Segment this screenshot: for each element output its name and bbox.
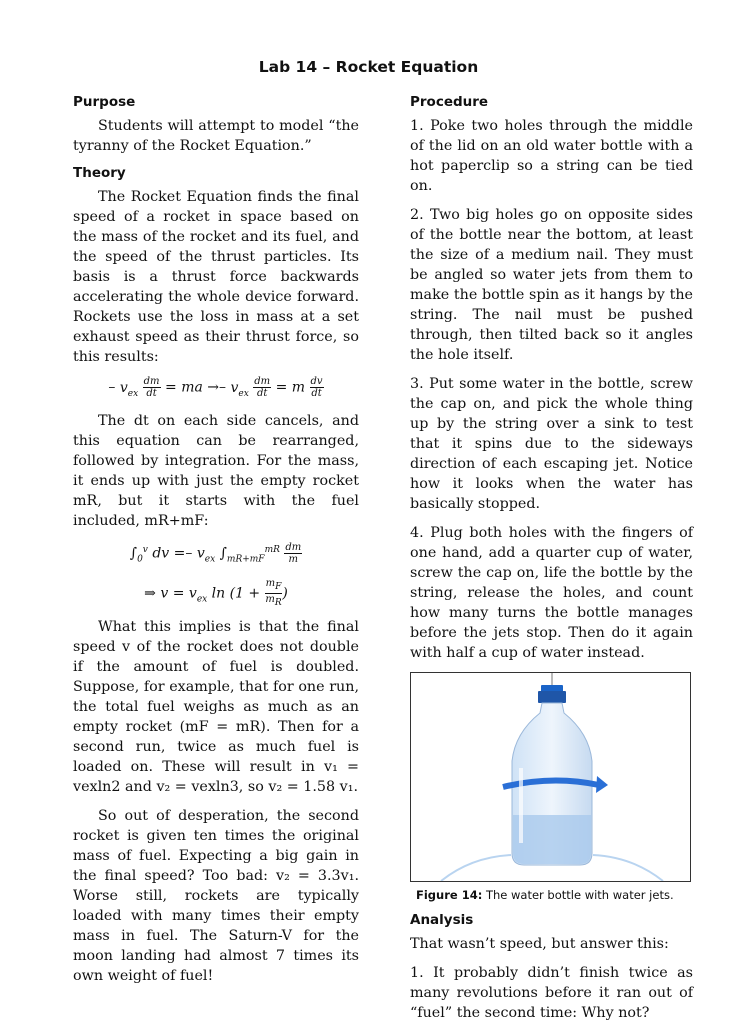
purpose-heading: Purpose	[73, 94, 136, 110]
theory-paragraph-2: The dt on each side cancels, and this equation can be rearranged, followed by integration. For the mass, it ends up with just the empty rocket mR, but it starts with the fuel included, mR+mF:	[73, 413, 359, 530]
bottle-cap	[538, 691, 566, 703]
water-bottle-illustration	[411, 673, 690, 881]
spin-arrow-head-icon	[596, 776, 608, 793]
left-jet	[441, 855, 511, 881]
cap-top	[541, 685, 563, 692]
rocket-equation: ⇒ $v = v_{ex}$ ln (1 + $\frac{m_F}{m_R}$ )	[144, 577, 288, 608]
purpose-text: Students will attempt to model “the tyranny of the Rocket Equation.”	[73, 118, 359, 154]
water	[513, 815, 591, 864]
procedure-step-2: 2. Two big holes go on opposite sides of the bottle near the bottom, at least the size of a medium nail. They must be angled so water jets from them to make the bottle spin as it hangs by the string. The nail must be pushed through, then tilted back so it angles the hole itself.	[410, 207, 693, 363]
integral-equation: $\int_0^v$ dv =– $v_{ex}$ $\int_{mR+mF}^{mR}$ $\frac{dm}{m}$	[129, 542, 302, 566]
page-title: Lab 14 – Rocket Equation	[258, 58, 479, 76]
procedure-step-4: 4. Plug both holes with the fingers of one hand, add a quarter cup of water, screw the cap on, life the bottle by the string, release the holes, and count how many turns the bottle manages before the jets stop. Then do it again with half a cup of water instead.	[410, 525, 693, 661]
left-column	[73, 94, 359, 995]
bottle-figure	[410, 672, 691, 882]
analysis-intro: That wasn’t speed, but answer this:	[410, 936, 669, 952]
theory-heading: Theory	[73, 165, 126, 181]
right-column	[410, 94, 693, 1032]
theory-paragraph-4: So out of desperation, the second rocket is given ten times the original mass of fuel. Expecting a big gain in the final speed? Too bad: v₂ = 3.3v₁. Worse still, rockets are typically loaded with many times their empty mass in fuel. The Saturn-V for the moon landing had almost 7 times its own weight of fuel!	[73, 808, 359, 985]
right-jet	[593, 855, 663, 881]
figure-label: Figure 14:	[416, 888, 483, 902]
procedure-step-3: 3. Put some water in the bottle, screw the cap on, and pick the whole thing up by the string over a sink to test that it spins due to the sideways direction of each escaping jet. Notice how it looks when the water has basically stopped.	[410, 376, 693, 512]
theory-paragraph-1: The Rocket Equation finds the final speed of a rocket in space based on the mass of the rocket and its fuel, and the speed of the thrust particles. Its basis is a thrust force backwards accelerating the whole device forward. Rockets use the loss in mass at a set exhaust speed as their thrust force, so this results:	[73, 189, 359, 365]
figure-caption	[416, 888, 693, 902]
analysis-question-1: 1. It probably didn’t finish twice as many revolutions before it ran out of “fuel” the second time: Why not?	[410, 965, 693, 1021]
analysis-heading: Analysis	[410, 912, 474, 928]
figure-caption-text: The water bottle with water jets.	[482, 888, 674, 902]
theory-paragraph-3: What this implies is that the final speed v of the rocket does not double if the amount of fuel is doubled. Suppose, for example, that for one run, the total fuel weighs as much as an empty rocket (mF = mR). Then for a second run, twice as much fuel is loaded on. These will result in v₁ = vexln2 and v₂ = vexln3, so v₂ = 1.58 v₁.	[73, 619, 359, 796]
procedure-step-1: 1. Poke two holes through the middle of the lid on an old water bottle with a hot paperclip so a string can be tied on.	[410, 118, 693, 194]
thrust-equation: – $v_{ex}$ $\frac{dm}{dt}$ = ma →– $v_{ex}$ $\frac{dm}{dt}$ = m $\frac{dv}{dt}$	[108, 376, 323, 399]
procedure-heading: Procedure	[410, 94, 489, 110]
